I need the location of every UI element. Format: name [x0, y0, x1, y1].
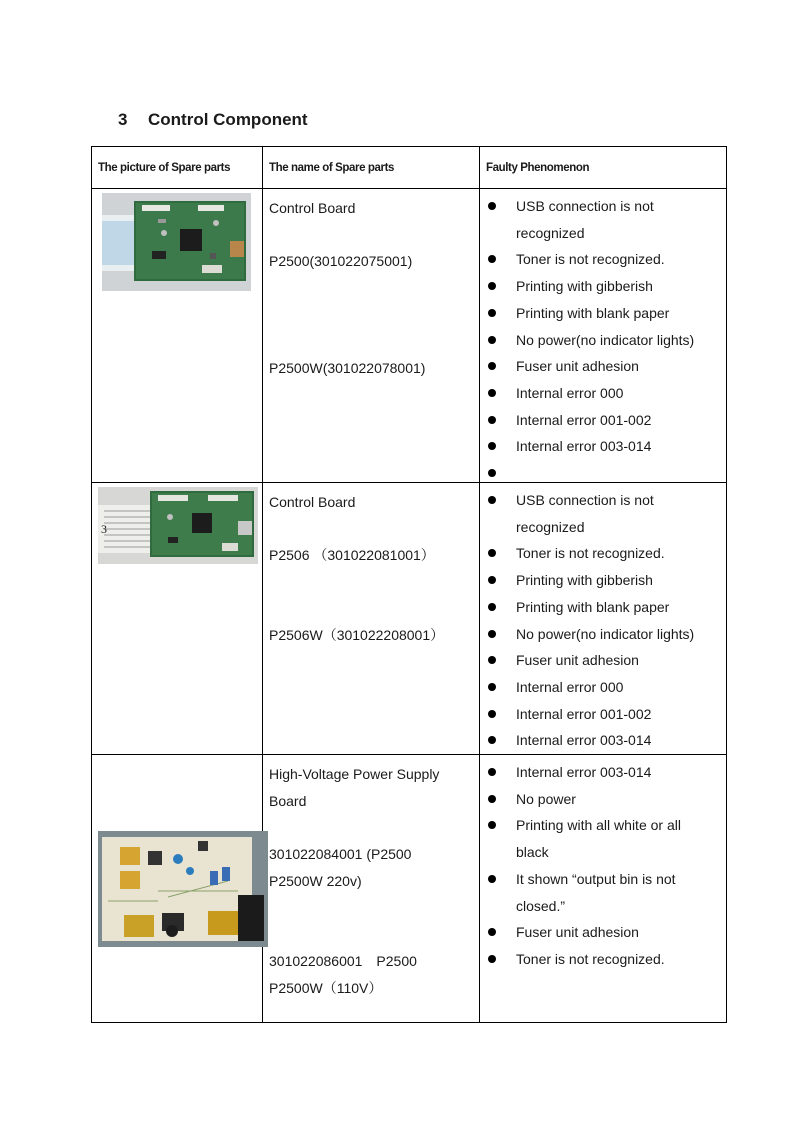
fault-list: [480, 189, 726, 480]
header-faults: Faulty Phenomenon: [480, 147, 727, 189]
table-header-row: [92, 147, 727, 189]
list-item: Internal error 003-014: [488, 433, 720, 460]
list-item: Toner is not recognized.: [488, 540, 720, 567]
part-model: P2506 （301022081001）: [269, 547, 435, 564]
list-item: Printing with gibberish: [488, 567, 720, 594]
list-item: Internal error 001-002: [488, 701, 720, 728]
part-name: High-Voltage Power Supply Board: [269, 766, 440, 809]
list-item: Toner is not recognized.: [488, 946, 688, 973]
list-item: No power(no indicator lights): [488, 327, 720, 354]
section-title: Control Component: [148, 110, 308, 129]
name-cell: [263, 189, 480, 483]
list-item: USB connection is not recognized: [488, 487, 720, 540]
table-row: [92, 483, 727, 755]
section-number: 3: [118, 110, 128, 129]
list-item: [488, 460, 720, 480]
faults-cell: [480, 483, 727, 755]
fault-list: [480, 755, 694, 973]
part-model: P2506W（301022208001）: [269, 627, 445, 644]
part-name: Control Board: [269, 494, 356, 510]
power-supply-board-photo: [98, 831, 268, 947]
list-item: Internal error 000: [488, 380, 720, 407]
part-name: Control Board: [269, 200, 356, 216]
header-name: The name of Spare parts: [263, 147, 480, 189]
list-item: Fuser unit adhesion: [488, 647, 720, 674]
control-board-photo: [98, 487, 258, 564]
section-heading: [118, 110, 308, 130]
list-item: Internal error 003-014: [488, 759, 688, 786]
photo-label: 3: [101, 522, 107, 536]
fault-list: [480, 483, 726, 754]
list-item: Printing with blank paper: [488, 300, 720, 327]
name-cell: [263, 483, 480, 755]
list-item: Fuser unit adhesion: [488, 353, 720, 380]
list-item: Printing with gibberish: [488, 273, 720, 300]
list-item: Printing with all white or all black: [488, 812, 688, 865]
faults-cell: [480, 189, 727, 483]
table-row: [92, 189, 727, 483]
list-item: Internal error 001-002: [488, 407, 720, 434]
control-board-photo: [102, 193, 251, 291]
table-row: [92, 755, 727, 1023]
list-item: Printing with blank paper: [488, 594, 720, 621]
list-item: USB connection is not recognized: [488, 193, 720, 246]
list-item: No power(no indicator lights): [488, 621, 720, 648]
name-cell: [263, 755, 480, 1023]
header-picture: The picture of Spare parts: [92, 147, 263, 189]
list-item: No power: [488, 786, 688, 813]
list-item: It shown “output bin is not closed.”: [488, 866, 688, 919]
faults-cell: [480, 755, 727, 1023]
picture-cell: [92, 755, 263, 1023]
list-item: Internal error 000: [488, 674, 720, 701]
list-item: Internal error 003-014: [488, 727, 720, 754]
picture-cell: [92, 483, 263, 755]
spare-parts-table: [91, 146, 727, 1023]
list-item: Toner is not recognized.: [488, 246, 720, 273]
picture-cell: [92, 189, 263, 483]
part-model: P2500W(301022078001): [269, 360, 426, 377]
part-model: 301022086001 P2500 P2500W（110V）: [269, 952, 417, 996]
part-model: 301022084001 (P2500 P2500W 220v): [269, 846, 412, 889]
part-model: P2500(301022075001): [269, 253, 413, 270]
list-item: Fuser unit adhesion: [488, 919, 688, 946]
